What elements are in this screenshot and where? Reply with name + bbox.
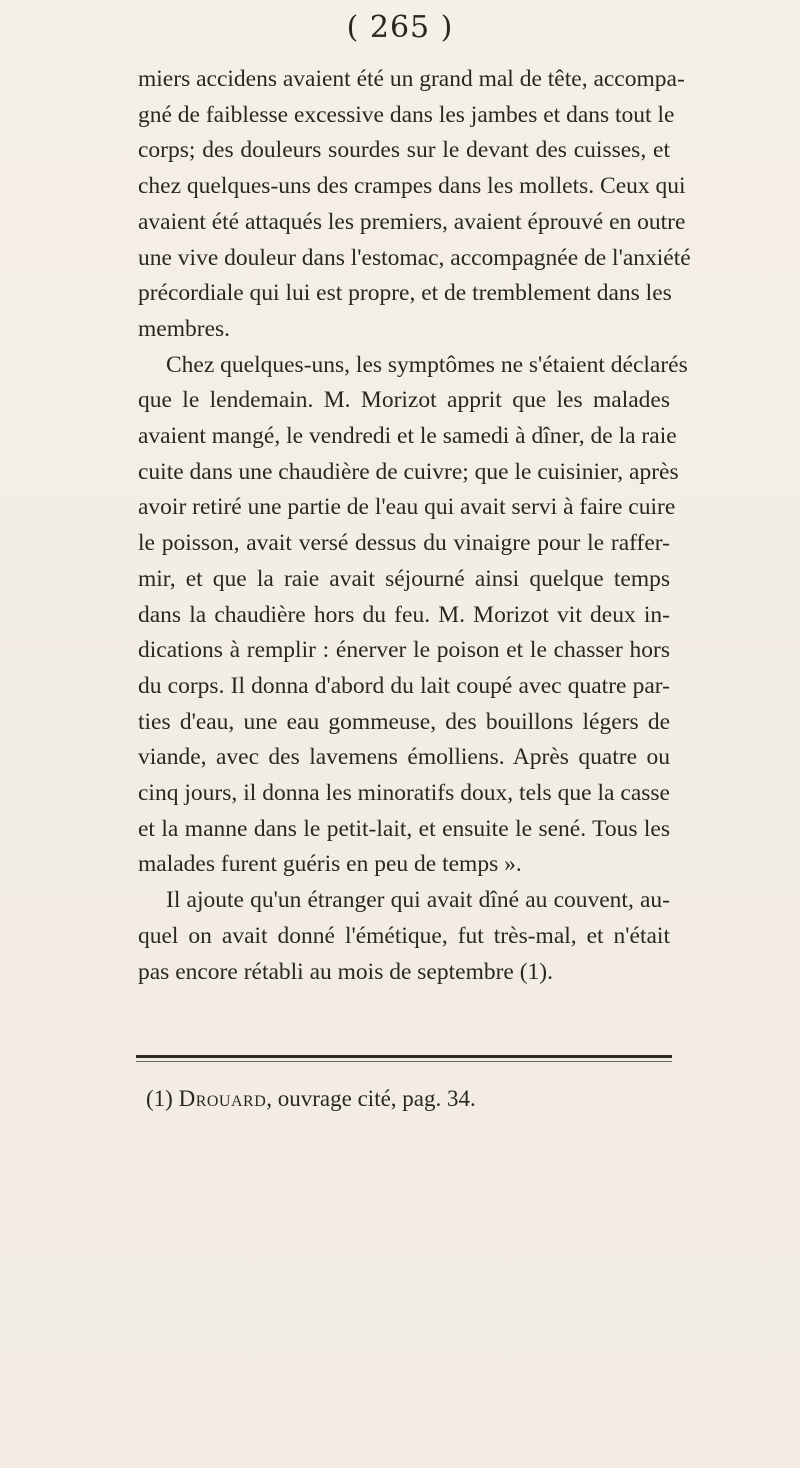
text-line: quel on avait donné l'émétique, fut très-mal, et n'était [138,922,670,949]
text-line: avaient mangé, le vendredi et le samedi à dîner, de la raie [138,423,677,450]
text-line: pas encore rétabli au mois de septembre (1). [138,958,554,985]
footnote-citation: , ouvrage cité, pag. 34. [266,1086,476,1111]
text-line: Il ajoute qu'un étranger qui avait dîné au couvent, au- [166,887,670,914]
page-number: ( 265 ) [346,10,454,45]
footnote-author: Drouard [178,1086,267,1111]
text-line: une vive douleur dans l'estomac, accompagnée de l'anxiété [138,244,691,271]
footnote [146,1082,666,1116]
text-line: du corps. Il donna d'abord du lait coupé avec quatre par- [138,672,670,699]
text-line: le poisson, avait versé dessus du vinaigre pour le raffer- [138,530,670,557]
text-line: cinq jours, il donna les minoratifs doux, tels que la casse [138,780,670,807]
text-line: malades furent guéris en peu de temps ». [138,851,522,878]
footnote-marker: (1) [146,1086,173,1111]
text-line: membres. [138,315,231,342]
footnote-divider [136,1055,672,1058]
text-line: Chez quelques-uns, les symptômes ne s'étaient déclarés [166,351,688,378]
text-line: avaient été attaqués les premiers, avaient éprouvé en outre [138,208,686,235]
text-line: ties d'eau, une eau gommeuse, des bouillons légers de [138,708,670,735]
text-line: et la manne dans le petit-lait, et ensuite le sené. Tous les [138,815,670,842]
text-line: viande, avec des lavemens émolliens. Après quatre ou [138,744,670,771]
text-line: cuite dans une chaudière de cuivre; que le cuisinier, après [138,458,679,485]
text-line: chez quelques-uns des crampes dans les mollets. Ceux qui [138,173,686,200]
text-line: dications à remplir : énerver le poison et le chasser hors [138,637,670,664]
text-line: avoir retiré une partie de l'eau qui avait servi à faire cuire [138,494,676,521]
text-line: mir, et que la raie avait séjourné ainsi quelque temps [138,565,670,592]
text-line: corps; des douleurs sourdes sur le devant des cuisses, et [138,137,670,164]
text-line: miers accidens avaient été un grand mal de tête, accompa- [138,66,685,92]
text-line: dans la chaudière hors du feu. M. Morizot vit deux in- [138,601,670,628]
footnote-divider-thin [136,1061,672,1062]
text-line: précordiale qui lui est propre, et de tremblement dans les [138,280,672,307]
text-line: que le lendemain. M. Morizot apprit que les malades [138,387,670,414]
body-text [138,62,691,990]
text-line: gné de faiblesse excessive dans les jambes et dans tout le [138,101,675,128]
